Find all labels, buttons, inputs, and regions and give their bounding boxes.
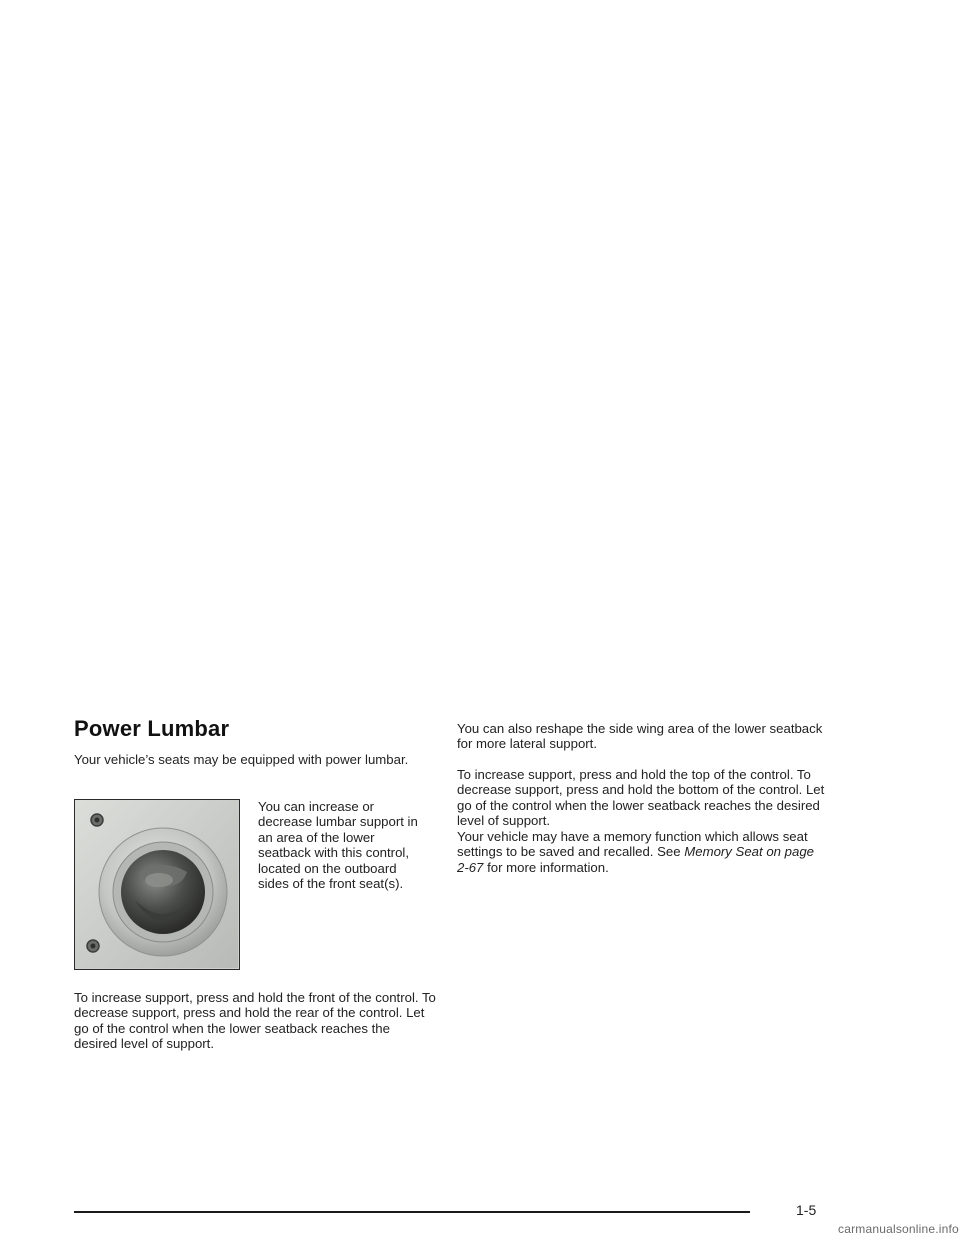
memory-text-before: Your vehicle may have a memory function which allows seat settings to be saved and recalled. See	[457, 829, 808, 860]
lumbar-control-icon	[75, 800, 238, 968]
memory-function-paragraph	[457, 829, 829, 875]
top-bottom-instructions: To increase support, press and hold the top of the control. To decrease support, press and hold the bottom of the control. Let go of the control when the lower seatback reaches the desired level of support.	[457, 767, 825, 829]
footer-rule	[74, 1211, 750, 1213]
intro-paragraph: Your vehicle’s seats may be equipped with power lumbar.	[74, 752, 409, 767]
front-rear-instructions: To increase support, press and hold the front of the control. To decrease support, press and hold the rear of the control. Let go of the control when the lower seatback reaches the desired level of support.	[74, 990, 436, 1052]
memory-seat-link[interactable]: Memory Seat on page 2-67	[457, 844, 815, 875]
page-number: 1-5	[796, 1202, 817, 1218]
page-title: Power Lumbar	[74, 716, 230, 741]
memory-text-after: for more information.	[483, 859, 609, 875]
figure-caption: You can increase or decrease lumbar support in an area of the lower seatback with this control, located on the outboard sides of the front seat(s).	[258, 799, 418, 892]
lumbar-control-figure	[74, 799, 240, 970]
side-wing-paragraph: You can also reshape the side wing area of the lower seatback for more lateral support.	[457, 721, 823, 752]
watermark: carmanualsonline.info	[838, 1222, 959, 1236]
